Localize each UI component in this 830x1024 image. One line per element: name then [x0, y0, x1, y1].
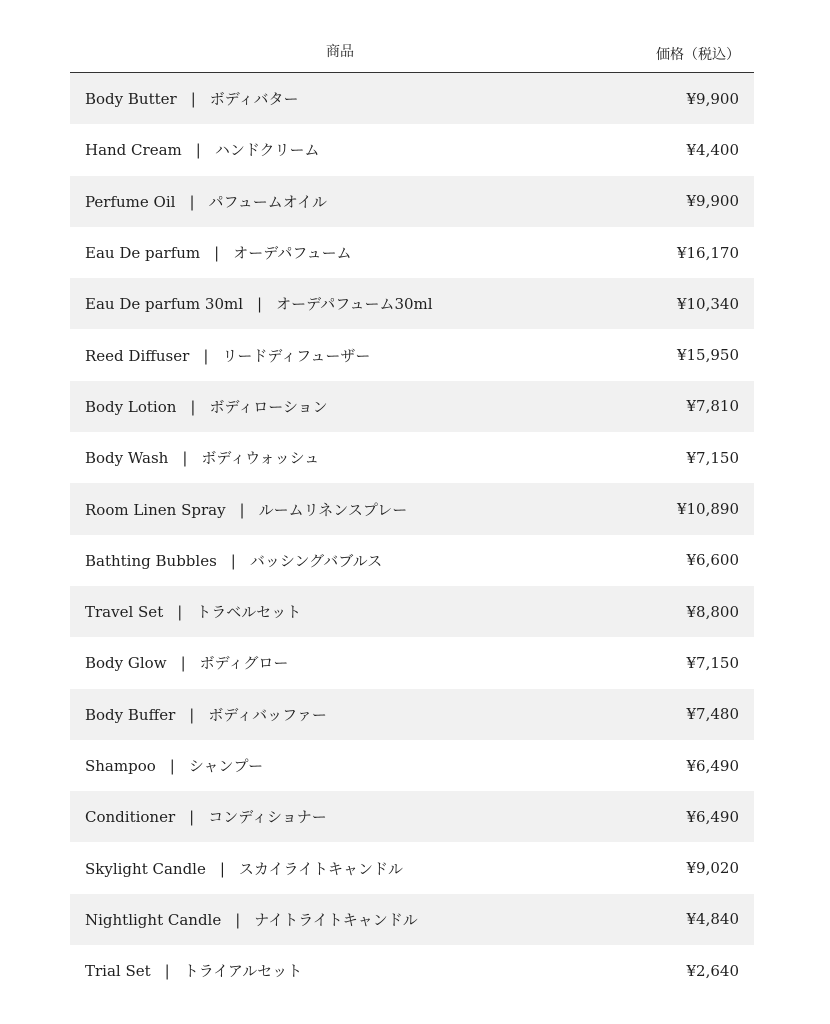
product-name-en: Eau De parfum 30ml: [85, 295, 244, 314]
product-name: [85, 293, 433, 314]
name-separator: |: [257, 295, 263, 314]
product-price: ¥16,170: [676, 243, 739, 262]
product-price: ¥10,890: [676, 500, 739, 519]
product-price: ¥4,840: [686, 910, 739, 929]
product-name-ja: ボディバッファー: [208, 705, 327, 724]
table-row: [70, 124, 754, 175]
table-row: [70, 381, 754, 432]
product-name: [85, 499, 407, 520]
product-name-ja: ルームリネンスプレー: [258, 500, 408, 519]
name-separator: |: [189, 808, 195, 827]
product-name-en: Nightlight Candle: [85, 910, 222, 929]
product-price: ¥7,480: [686, 705, 739, 724]
table-row: [70, 637, 754, 688]
table-row: [70, 278, 754, 329]
product-name-en: Body Wash: [85, 449, 169, 468]
product-name: [85, 806, 327, 827]
product-name-ja: バッシングバブルス: [249, 551, 383, 570]
table-row: [70, 894, 754, 945]
product-name-en: Trial Set: [85, 962, 151, 981]
table-header: [70, 30, 754, 73]
product-name-ja: ボディグロー: [199, 654, 289, 673]
table-row: [70, 73, 754, 124]
price-table: [70, 30, 754, 996]
product-column-header: 商品: [326, 44, 354, 60]
product-name-ja: ボディバター: [209, 90, 299, 109]
product-name-ja: ハンドクリーム: [214, 141, 320, 160]
product-name-en: Room Linen Spray: [85, 500, 226, 519]
table-row: [70, 689, 754, 740]
name-separator: |: [203, 346, 209, 365]
name-separator: |: [190, 90, 196, 109]
product-price: ¥7,810: [686, 397, 739, 416]
name-separator: |: [169, 757, 175, 775]
product-name-ja: ボディウォッシュ: [201, 449, 320, 468]
product-name-en: Hand Cream: [85, 141, 182, 160]
product-name: [85, 191, 327, 212]
table-row: [70, 535, 754, 586]
product-name-en: Body Butter: [85, 90, 177, 109]
product-name: [85, 447, 319, 468]
table-row: [70, 329, 754, 380]
product-price: ¥2,640: [686, 961, 739, 980]
product-name-ja: ボディローション: [209, 397, 328, 416]
product-name: [85, 909, 418, 930]
name-separator: |: [164, 962, 170, 981]
name-separator: |: [177, 603, 183, 622]
product-price: ¥9,020: [686, 859, 739, 878]
product-price: ¥15,950: [676, 346, 739, 365]
product-name-ja: コンディショナー: [208, 808, 327, 827]
product-name-en: Reed Diffuser: [85, 346, 190, 365]
price-column-header: 価格（税込）: [656, 47, 740, 63]
product-name-ja: オーデパフューム30ml: [276, 295, 433, 314]
product-name-ja: トラベルセット: [196, 603, 302, 622]
product-name-en: Shampoo: [85, 757, 156, 775]
product-name-ja: オーデパフューム: [233, 244, 352, 263]
name-separator: |: [190, 397, 196, 416]
table-row: [70, 176, 754, 227]
product-name-en: Body Buffer: [85, 705, 176, 724]
product-name-en: Perfume Oil: [85, 192, 176, 211]
table-row: [70, 586, 754, 637]
name-separator: |: [230, 551, 236, 570]
product-name: [85, 652, 288, 673]
table-body: [70, 73, 754, 996]
product-name: [85, 550, 382, 571]
product-name: [85, 88, 299, 109]
table-row: [70, 945, 754, 996]
product-price: ¥4,400: [686, 140, 739, 159]
product-price: ¥10,340: [676, 294, 739, 313]
product-name-ja: リードディフューザー: [222, 346, 371, 365]
product-name: [85, 858, 403, 879]
name-separator: |: [189, 705, 195, 724]
name-separator: |: [235, 910, 241, 929]
product-name-en: Skylight Candle: [85, 859, 206, 878]
name-separator: |: [182, 449, 188, 468]
product-name: [85, 345, 370, 366]
product-price: ¥9,900: [686, 192, 739, 211]
product-name: [85, 139, 320, 160]
product-price: ¥6,490: [686, 756, 739, 775]
name-separator: |: [195, 141, 201, 160]
name-separator: |: [180, 654, 186, 673]
product-name-ja: ナイトライトキャンドル: [254, 910, 418, 929]
table-row: [70, 432, 754, 483]
product-name: [85, 396, 328, 417]
table-row: [70, 842, 754, 893]
product-name-ja: シャンプー: [188, 757, 264, 775]
product-name: [85, 601, 301, 622]
product-name: [85, 960, 302, 981]
name-separator: |: [214, 244, 220, 263]
product-name-ja: スカイライトキャンドル: [238, 859, 404, 878]
product-price: ¥9,900: [686, 89, 739, 108]
product-price: ¥6,490: [686, 807, 739, 826]
product-name-en: Conditioner: [85, 808, 176, 827]
product-name-ja: トライアルセット: [183, 962, 303, 981]
table-row: [70, 791, 754, 842]
product-name-en: Body Glow: [85, 654, 167, 673]
product-price: ¥7,150: [686, 653, 739, 672]
product-name: [85, 704, 327, 725]
table-row: [70, 740, 754, 791]
product-price: ¥7,150: [686, 448, 739, 467]
product-name: [85, 242, 352, 263]
name-separator: |: [219, 859, 225, 878]
name-separator: |: [189, 192, 195, 211]
product-name-en: Bathting Bubbles: [85, 551, 217, 570]
name-separator: |: [239, 500, 245, 519]
product-name-en: Body Lotion: [85, 397, 177, 416]
product-name-ja: パフュームオイル: [208, 192, 328, 211]
product-name: [85, 755, 263, 776]
product-name-en: Eau De parfum: [85, 244, 201, 263]
table-row: [70, 227, 754, 278]
product-name-en: Travel Set: [85, 603, 164, 622]
product-price: ¥8,800: [686, 602, 739, 621]
table-row: [70, 483, 754, 534]
product-price: ¥6,600: [686, 551, 739, 570]
